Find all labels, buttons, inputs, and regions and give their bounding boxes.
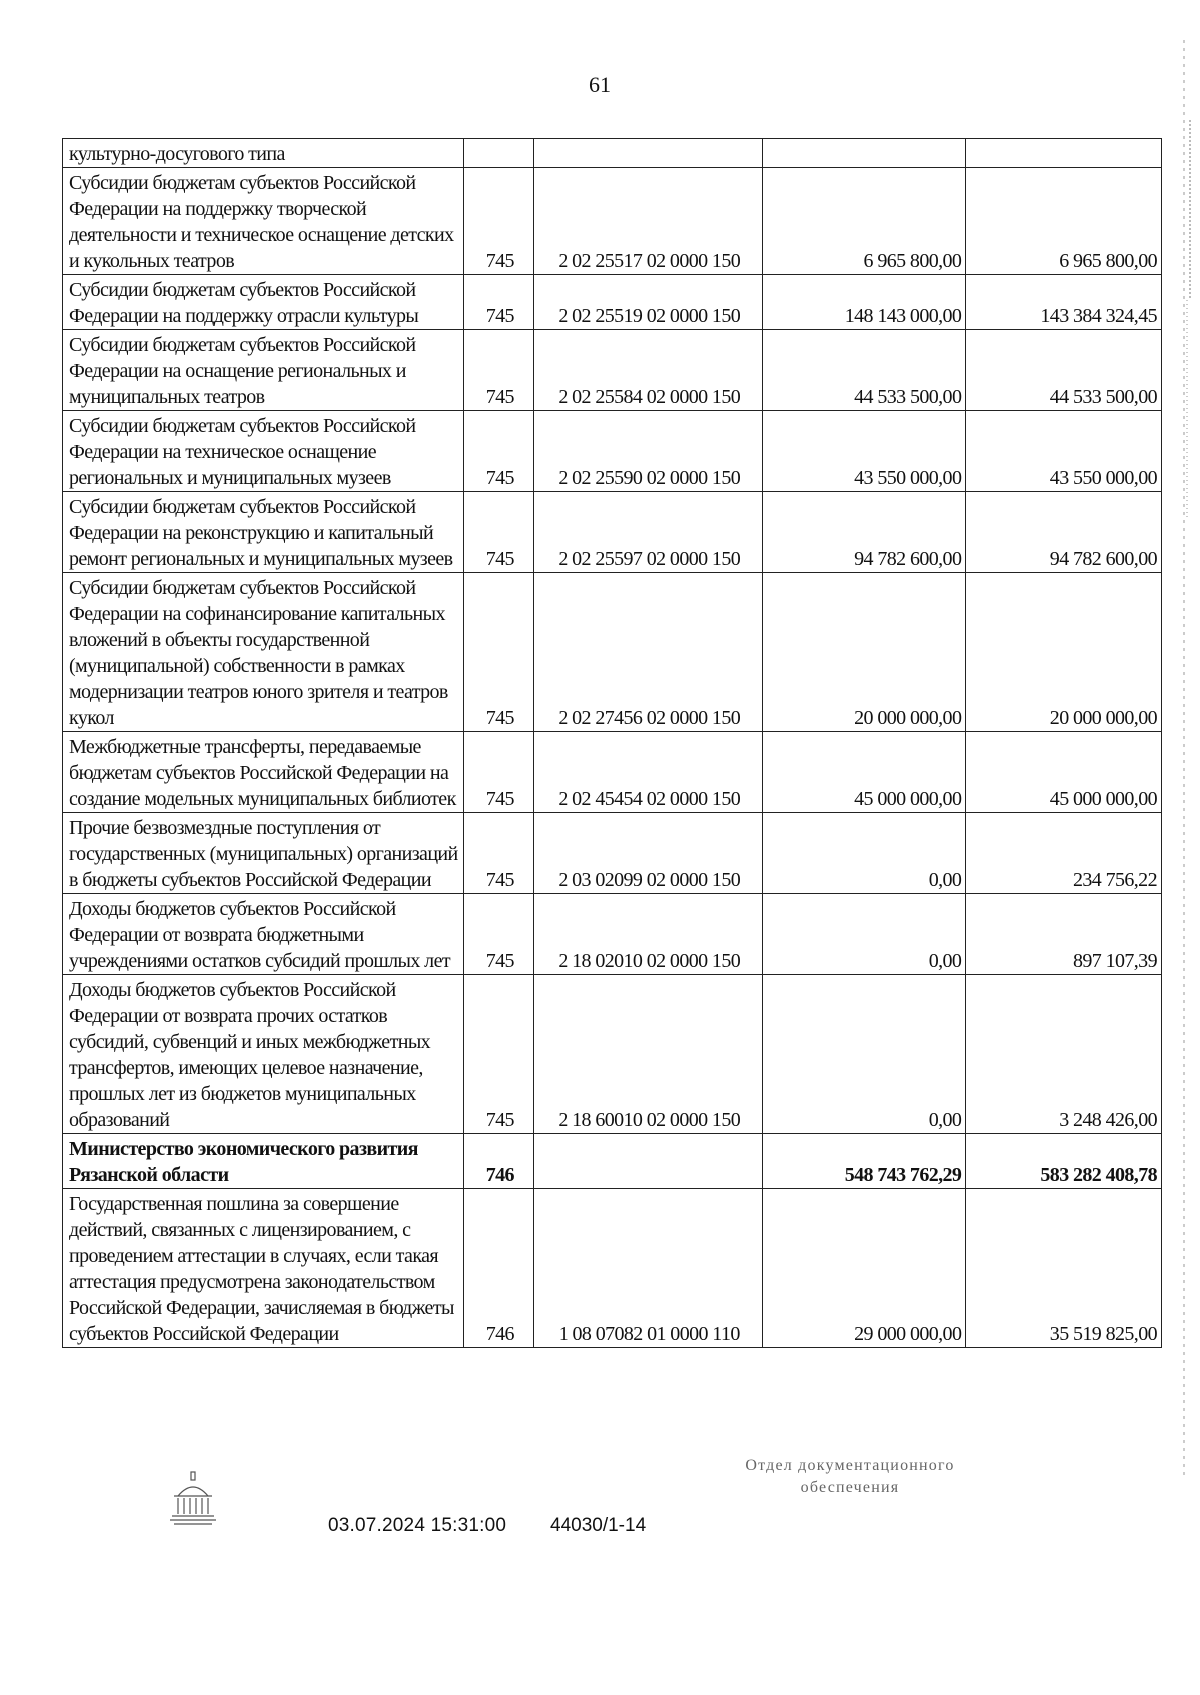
department-stamp xyxy=(720,1455,980,1499)
row-fact-amount: 35 519 825,00 xyxy=(966,1189,1162,1348)
row-budget-code: 2 02 25590 02 0000 150 xyxy=(534,411,763,492)
row-fact-amount: 20 000 000,00 xyxy=(966,573,1162,732)
row-admin-code: 745 xyxy=(464,275,534,330)
row-plan-amount xyxy=(763,139,966,168)
row-plan-amount: 94 782 600,00 xyxy=(763,492,966,573)
row-name: Субсидии бюджетам субъектов Российской Федерации на техническое оснащение региональных и муниципальных музеев xyxy=(63,411,464,492)
row-name: Прочие безвозмездные поступления от государственных (муниципальных) организаций в бюджеты субъектов Российской Федерации xyxy=(63,813,464,894)
stamp-line-1: Отдел документационного xyxy=(745,1457,955,1474)
row-budget-code xyxy=(534,139,763,168)
footer-doc-number: 44030/1-14 xyxy=(550,1515,647,1536)
row-name: Субсидии бюджетам субъектов Российской Федерации на реконструкцию и капитальный ремонт региональных и муниципальных музеев xyxy=(63,492,464,573)
row-budget-code: 1 08 07082 01 0000 110 xyxy=(534,1189,763,1348)
row-admin-code: 745 xyxy=(464,330,534,411)
row-fact-amount xyxy=(966,139,1162,168)
row-fact-amount: 583 282 408,78 xyxy=(966,1134,1162,1189)
table-row xyxy=(63,330,1162,411)
table-row xyxy=(63,732,1162,813)
row-plan-amount: 148 143 000,00 xyxy=(763,275,966,330)
row-fact-amount: 897 107,39 xyxy=(966,894,1162,975)
row-plan-amount: 45 000 000,00 xyxy=(763,732,966,813)
row-budget-code: 2 18 60010 02 0000 150 xyxy=(534,975,763,1134)
table-row xyxy=(63,975,1162,1134)
row-admin-code: 745 xyxy=(464,813,534,894)
row-fact-amount: 6 965 800,00 xyxy=(966,168,1162,275)
row-admin-code: 745 xyxy=(464,732,534,813)
row-admin-code: 745 xyxy=(464,894,534,975)
row-plan-amount: 43 550 000,00 xyxy=(763,411,966,492)
row-name: Межбюджетные трансферты, передаваемые бюджетам субъектов Российской Федерации на создание модельных муниципальных библиотек xyxy=(63,732,464,813)
row-name: Доходы бюджетов субъектов Российской Федерации от возврата бюджетными учреждениями остатков субсидий прошлых лет xyxy=(63,894,464,975)
stamp-line-2: обеспечения xyxy=(800,1479,900,1496)
row-name: Субсидии бюджетам субъектов Российской Федерации на поддержку творческой деятельности и техническое оснащение детских и кукольных театров xyxy=(63,168,464,275)
table-row xyxy=(63,411,1162,492)
table-row xyxy=(63,1189,1162,1348)
table-body xyxy=(63,139,1162,1348)
footer-datetime: 03.07.2024 15:31:00 xyxy=(328,1515,507,1536)
row-plan-amount: 29 000 000,00 xyxy=(763,1189,966,1348)
row-name: Субсидии бюджетам субъектов Российской Федерации на софинансирование капитальных вложений в объекты государственной (муниципальной) собственности в рамках модернизации театров юного зрителя и театров кукол xyxy=(63,573,464,732)
row-name: Министерство экономического развития Рязанской области xyxy=(63,1134,464,1189)
row-name: Доходы бюджетов субъектов Российской Федерации от возврата прочих остатков субсидий, субвенций и иных межбюджетных трансфертов, имеющих целевое назначение, прошлых лет из бюджетов муниципальных образований xyxy=(63,975,464,1134)
table-row xyxy=(63,275,1162,330)
row-fact-amount: 94 782 600,00 xyxy=(966,492,1162,573)
row-name: культурно-досугового типа xyxy=(63,139,464,168)
row-fact-amount: 234 756,22 xyxy=(966,813,1162,894)
table-row xyxy=(63,168,1162,275)
row-plan-amount: 20 000 000,00 xyxy=(763,573,966,732)
row-budget-code: 2 02 27456 02 0000 150 xyxy=(534,573,763,732)
table-row xyxy=(63,813,1162,894)
row-plan-amount: 44 533 500,00 xyxy=(763,330,966,411)
row-fact-amount: 44 533 500,00 xyxy=(966,330,1162,411)
table-row xyxy=(63,1134,1162,1189)
table-row xyxy=(63,139,1162,168)
table-row xyxy=(63,573,1162,732)
row-fact-amount: 45 000 000,00 xyxy=(966,732,1162,813)
duma-building-icon xyxy=(170,1470,216,1528)
row-name: Государственная пошлина за совершение действий, связанных с лицензированием, с проведением аттестации в случаях, если такая аттестация предусмотрена законодательством Российской Федерации, зачисляемая в бюджеты субъектов Российской Федерации xyxy=(63,1189,464,1348)
row-fact-amount: 3 248 426,00 xyxy=(966,975,1162,1134)
row-admin-code: 745 xyxy=(464,492,534,573)
row-plan-amount: 548 743 762,29 xyxy=(763,1134,966,1189)
row-name: Субсидии бюджетам субъектов Российской Федерации на поддержку отрасли культуры xyxy=(63,275,464,330)
row-fact-amount: 43 550 000,00 xyxy=(966,411,1162,492)
row-budget-code: 2 02 25584 02 0000 150 xyxy=(534,330,763,411)
row-admin-code: 745 xyxy=(464,411,534,492)
row-admin-code: 745 xyxy=(464,168,534,275)
row-plan-amount: 0,00 xyxy=(763,894,966,975)
scan-margin-marks xyxy=(1170,0,1200,1695)
row-admin-code: 745 xyxy=(464,573,534,732)
row-name: Субсидии бюджетам субъектов Российской Федерации на оснащение региональных и муниципальных театров xyxy=(63,330,464,411)
row-plan-amount: 0,00 xyxy=(763,975,966,1134)
row-budget-code: 2 02 45454 02 0000 150 xyxy=(534,732,763,813)
page-number: 61 xyxy=(589,72,611,97)
row-budget-code: 2 02 25517 02 0000 150 xyxy=(534,168,763,275)
row-admin-code: 745 xyxy=(464,975,534,1134)
row-fact-amount: 143 384 324,45 xyxy=(966,275,1162,330)
row-admin-code: 746 xyxy=(464,1189,534,1348)
table-row xyxy=(63,894,1162,975)
row-budget-code: 2 18 02010 02 0000 150 xyxy=(534,894,763,975)
row-plan-amount: 6 965 800,00 xyxy=(763,168,966,275)
row-admin-code: 746 xyxy=(464,1134,534,1189)
row-budget-code: 2 02 25597 02 0000 150 xyxy=(534,492,763,573)
table-row xyxy=(63,492,1162,573)
row-admin-code xyxy=(464,139,534,168)
row-budget-code: 2 02 25519 02 0000 150 xyxy=(534,275,763,330)
row-budget-code xyxy=(534,1134,763,1189)
row-plan-amount: 0,00 xyxy=(763,813,966,894)
row-budget-code: 2 03 02099 02 0000 150 xyxy=(534,813,763,894)
revenue-table xyxy=(62,138,1162,1348)
